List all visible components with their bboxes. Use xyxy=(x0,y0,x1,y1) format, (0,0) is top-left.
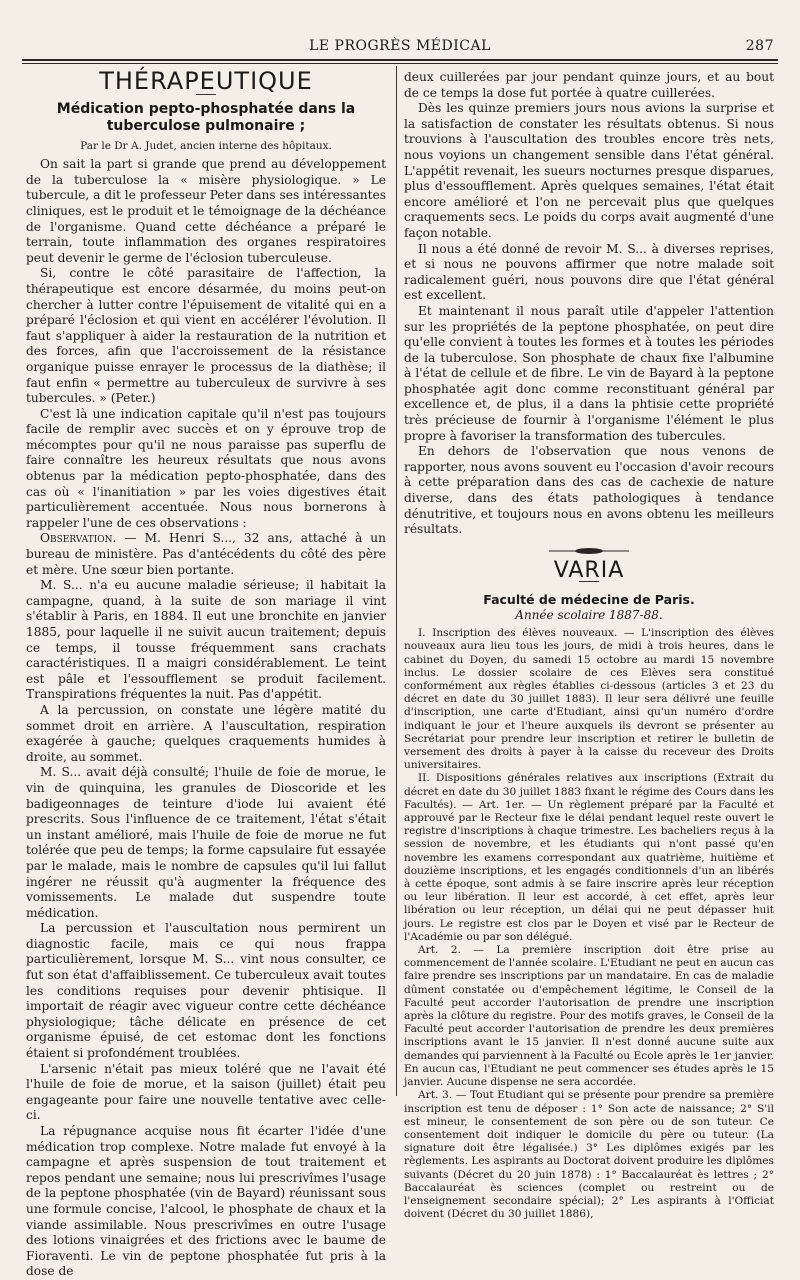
ornament-icon xyxy=(549,547,629,555)
paragraph: On sait la part si grande que prend au développement de la tuberculose la « misère physiologique. » Le tubercule, a dit le professeur Peter dans ses intéressantes cliniques, est le produit et le témoignage de la déchéance de l'organisme. Quand cette déchéance a préparé le terrain, toute inflammation des organes respiratoires peut devenir le germe de l'éclosion tuberculeuse. xyxy=(26,157,386,265)
page-number: 287 xyxy=(745,38,774,54)
byline: Par le Dr A. Judet, ancien interne des hôpitaux. xyxy=(80,139,332,152)
paragraph: Il nous a été donné de revoir M. S... à diverses reprises, et si nous ne pouvons affirmer que notre malade soit radicalement guéri, nous pouvons dire que l'état général est excellent. xyxy=(404,241,774,303)
header-rule xyxy=(22,59,778,61)
observation-label: Observation. xyxy=(40,531,117,546)
paragraph: Dès les quinze premiers jours nous avions la surprise et la satisfaction de constater les résultats obtenus. Si nous trouvions à l'auscultation des troubles encore très nets, nous voyions un changement sensible dans l'état général. L'appétit revenait, les sueurs nocturnes presque disparues, plus d'essoufflement. Après quelques semaines, l'état était encore amélioré et l'on ne percevait plus que quelques craquements secs. Le poids du corps avait augmenté d'une façon notable. xyxy=(404,101,774,240)
section-title: THÉRAPEUTIQUE xyxy=(99,67,313,95)
paragraph: La répugnance acquise nous fit écarter l'idée d'une médication trop complexe. Notre malade fut envoyé à la campagne et après suspension de tout traitement et repos pendant une semaine; nous lui prescrivîmes l'usage de la peptone phosphatée (vin de Bayard) réunissant sous une formule concise, l'alcool, le phosphate de chaux et la viande assimilable. Nous prescrivîmes en outre l'usage des lotions vinaigrées et des frictions avec le baume de Fioraventi. Le vin de peptone phosphatée fut pris à la dose de xyxy=(26,1124,386,1279)
header-rule-thin xyxy=(22,63,778,64)
paragraph: La percussion et l'auscultation nous permirent un diagnostic facile, mais ce qui nous frappa particulièrement, lorsque M. S... vint nous consulter, ce fut son état d'affaiblissement. Ce tuberculeux avait toutes les conditions requises pour devenir phtisique. Il importait de réagir avec vigueur contre cette déchéance physiologique; tâche délicate en présence de cet organisme épuisé, de cet estomac dont les fonctions étaient si profondément troublées. xyxy=(26,921,386,1061)
varia-title: VARIA xyxy=(553,558,625,584)
paragraph: deux cuillerées par jour pendant quinze jours, et au bout de ce temps la dose fut portée à quatre cuillerées. xyxy=(404,70,774,100)
column-separator xyxy=(396,66,397,1096)
journal-title: LE PROGRÈS MÉDICAL xyxy=(309,38,491,54)
paragraph: Et maintenant il nous paraît utile d'appeler l'attention sur les propriétés de la peptone phosphatée, on peut dire qu'elle convient à toutes les formes et à toutes les périodes de la tuberculose. Son phosphate de chaux fixe l'albumine à l'état de cellule et de fibre. Le vin de Bayard à la peptone phosphatée agit donc comme reconstituant général par excellence et, de plus, il a dans la phtisie cette propriété très précieuse de fournir à l'organisme l'élément le plus propre à favoriser la transformation des tubercules. xyxy=(404,303,774,443)
school-year: Année scolaire 1887-88. xyxy=(515,607,663,622)
paragraph: A la percussion, on constate une légère matité du sommet droit en arrière. A l'auscultation, respiration exagérée à gauche; quelques craquements humides à droite, au sommet. xyxy=(26,702,386,764)
observation-text: — M. Henri S..., 32 ans, attaché à un bureau de ministère. Pas d'antécédents du côté des père et mère. Une sœur bien portante. xyxy=(26,531,386,577)
article-title: Médication pepto-phosphatée dans la tuberculose pulmonaire ; xyxy=(56,100,356,134)
paragraph: En dehors de l'observation que nous venons de rapporter, nous avons souvent eu l'occasion d'avoir recours à cette préparation dans des cas de cachexie de nature diverse, dans des états pathologiques à tendance dénutritive, et toujours nous en avons obtenu les meilleurs résultats. xyxy=(404,444,774,537)
paragraph: L'arsenic n'était pas mieux toléré que ne l'avait été l'huile de foie de morue, et la saison (juillet) était peu engageante pour faire une nouvelle tentative avec celle-ci. xyxy=(26,1061,386,1123)
regulation-paragraph: Art. 3. — Tout Etudiant qui se présente pour prendre sa première inscription est tenu de déposer : 1° Son acte de naissance; 2° S'il est mineur, le consentement de son père ou de son tuteur. Ce consentement doit indiquer le domicile du père ou tuteur. (La signature doit être légalisée.) 3° Les diplômes exigés par les règlements. Les aspirants au Doctorat doivent produire les diplômes suivants (Décret du 20 juin 1878) : 1° Baccalauréat ès lettres ; 2° Baccalauréat ès sciences (complet ou restreint ou de l'enseignement secondaire spécial); 2° Les aspirants à l'Officiat doivent (Décret du 30 juillet 1886), xyxy=(404,1089,774,1221)
paragraph: M. S... n'a eu aucune maladie sérieuse; il habitait la campagne, quand, à la suite de son mariage il vint s'établir à Paris, en 1884. Il eut une bronchite en janvier 1885, pour laquelle il ne suivit aucun traitement; depuis ce temps, il tousse fréquemment sans crachats caractéristiques. Il a maigri considérablement. Le teint est pâle et l'essoufflement se produit facilement. Transpirations fréquentes la nuit. Pas d'appétit. xyxy=(26,578,386,702)
left-column xyxy=(26,67,386,1280)
running-header xyxy=(22,38,778,56)
regulation-paragraph: II. Dispositions générales relatives aux inscriptions (Extrait du décret en date du 30 juillet 1883 fixant le régime des Cours dans les Facultés). — Art. 1er. — Un règlement préparé par la Faculté et approuvé par le Recteur fixe le délai pendant lequel reste ouvert le registre d'inscriptions à chaque trimestre. Les bacheliers reçus à la session de novembre, et les étudiants qui n'ont passé qu'en novembre les examens correspondant aux quatrième, huitième et douzième inscriptions, et les engagés conditionnels d'un an libérés à cette époque, sont admis à se faire inscrire après leur réception ou leur libération. Il leur est accordé, à cet effet, après leur libération ou leur réception, un délai qui ne peut dépasser huit jours. Le registre est clos par le Doyen et visé par le Recteur de l'Académie ou par son délégué. xyxy=(404,772,774,943)
observation-intro xyxy=(26,531,386,578)
paragraph: Si, contre le côté parasitaire de l'affection, la thérapeutique est encore désarmée, du moins peut-on chercher à lutter contre l'épuisement de vitalité qui en a préparé l'éclosion et qui vient en accélérer l'évolution. Il faut s'appliquer à aider la restauration de la nutrition et des forces, afin que l'accroissement de la résistance organique puisse enrayer le processus de la diathèse; il faut enfin « permettre au tuberculeux de survivre à ses tubercules. » (Peter.) xyxy=(26,266,386,406)
regulation-paragraph: Art. 2. — La première inscription doit être prise au commencement de l'année scolaire. L'Etudiant ne peut en aucun cas faire prendre ses inscriptions par un mandataire. En cas de maladie dûment constatée ou d'empêchement légitime, le Conseil de la Faculté peut accorder l'autorisation de prendre une inscription après la clôture du registre. Pour des motifs graves, le Conseil de la Faculté peut accorder l'autorisation de prendre les deux premières inscriptions avant le 15 janvier. Il n'est donné aucune suite aux demandes qui parviennent à la Faculté ou Ecole après le 1er janvier. En aucun cas, l'Etudiant ne peut commencer ses études après le 15 janvier. Aucune dispense ne sera accordée. xyxy=(404,944,774,1089)
faculty-title: Faculté de médecine de Paris. xyxy=(483,592,695,607)
right-column xyxy=(404,70,774,1221)
ornament-divider xyxy=(404,544,774,560)
regulation-paragraph: I. Inscription des élèves nouveaux. — L'inscription des élèves nouveaux aura lieu tous les jours, de midi à trois heures, dans le cabinet du Doyen, du samedi 15 octobre au mardi 15 novembre inclus. Le dossier scolaire de ces Elèves sera constitué conformément aux règles établies ci-dessous (articles 3 et 23 du décret en date du 30 juillet 1883). Il leur sera délivré une feuille d'inscription, une carte d'Etudiant, ainsi qu'un numéro d'ordre indiquant le jour et l'heure auxquels ils devront se présenter au Secrétariat pour prendre leur inscription et retirer le bulletin de versement des droits à payer à la caisse du receveur des Droits universitaires. xyxy=(404,627,774,772)
paragraph: M. S... avait déjà consulté; l'huile de foie de morue, le vin de quinquina, les granules de Dioscoride et les badigeonnages de teinture d'iode lui avaient été prescrits. Sous l'influence de ce traitement, l'état s'était un instant amélioré, mais l'huile de foie de morue ne fut tolérée que peu de temps; la forme capsulaire fut essayée par le malade, mais le nombre de capsules qu'il lui fallut ingérer ne réussit qu'à augmenter la fréquence des vomissements. Le malade dut suspendre toute médication. xyxy=(26,765,386,920)
paragraph: C'est là une indication capitale qu'il n'est pas toujours facile de remplir avec succès et on y éprouve trop de mécomptes pour qu'il ne nous paraisse pas superflu de faire connaître les heureux résultats que nous avons obtenus par la médication pepto-phosphatée, dans des cas où « l'inanitiation » par les voies digestives était particulièrement accentuée. Nous nous bornerons à rappeler l'une de ces observations : xyxy=(26,406,386,530)
